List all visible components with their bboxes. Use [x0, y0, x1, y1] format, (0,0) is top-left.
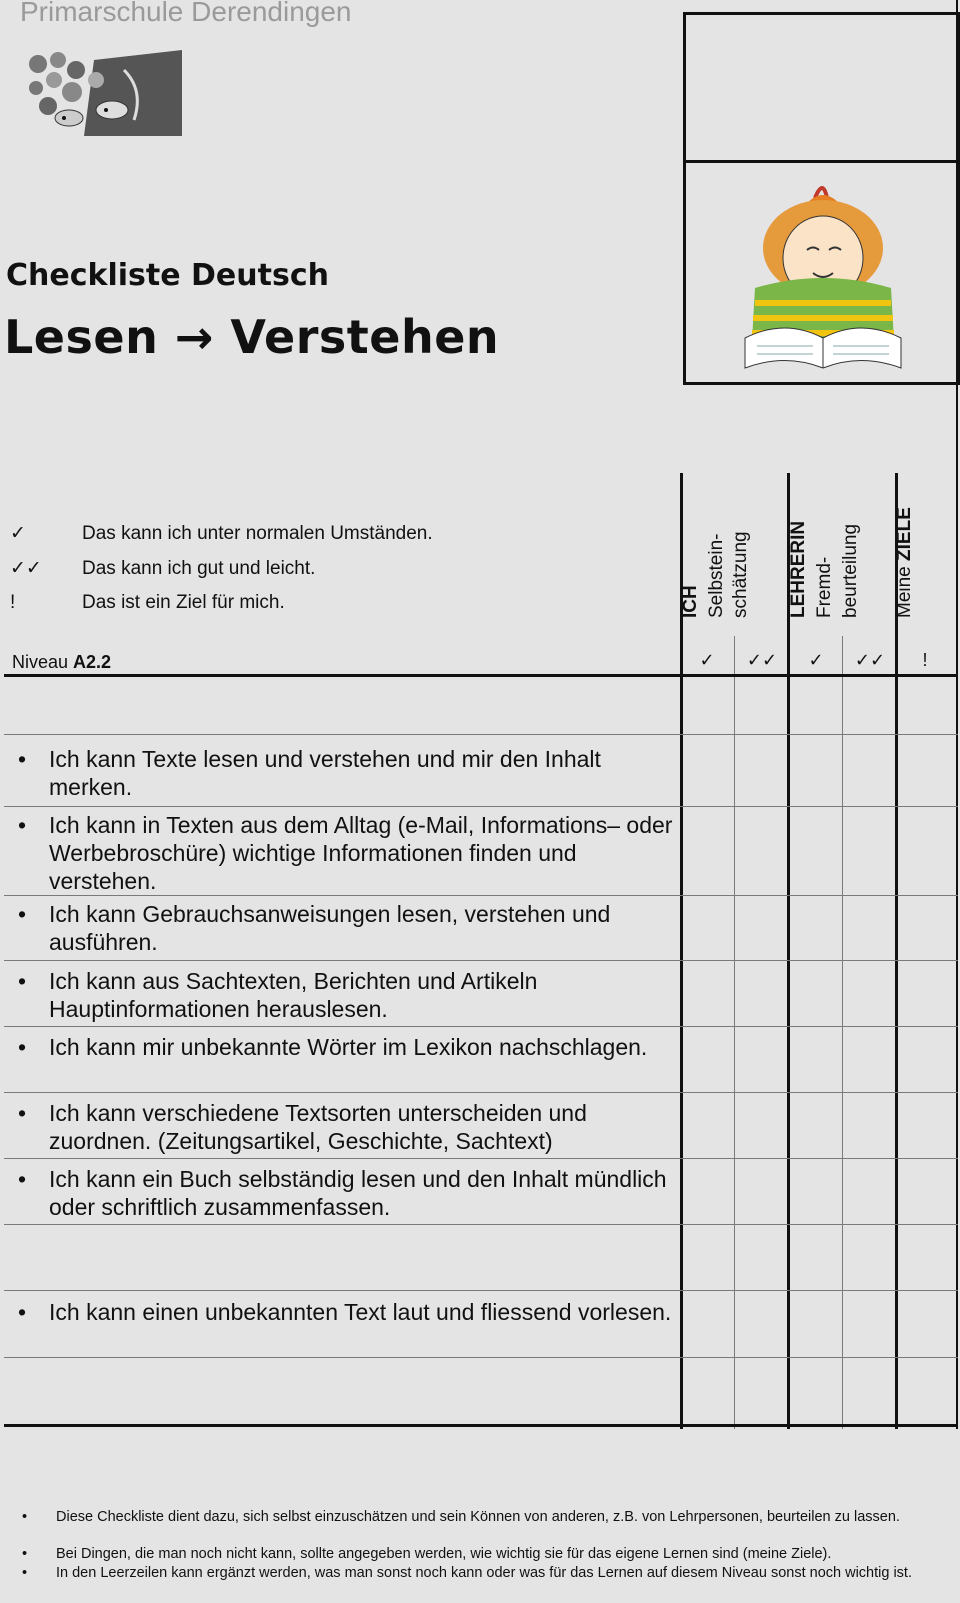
row-divider	[4, 1224, 958, 1225]
bullet: •	[18, 901, 27, 927]
footnote-text: In den Leerzeilen kann ergänzt werden, was man sonst noch kann oder was für das Lernen auf diesem Niveau sonst noch wichtig ist.	[56, 1565, 912, 1581]
row-divider	[4, 1092, 958, 1093]
level-label	[12, 652, 111, 673]
checklist-item-text: Ich kann Texte lesen und verstehen und mir den Inhalt merken.	[49, 746, 601, 800]
row-divider	[4, 960, 958, 961]
bullet: •	[18, 1034, 27, 1060]
mark-ich-2: ✓✓	[746, 650, 778, 670]
legend-text: Das kann ich gut und leicht.	[82, 558, 316, 579]
column-header-ich	[680, 585, 702, 618]
row-divider	[4, 1357, 958, 1358]
legend-symbol: ✓✓	[10, 558, 42, 579]
column-header-ziele-bold: ZIELE	[894, 507, 915, 561]
column-header-ich-line1: Selbstein-	[706, 533, 727, 618]
column-divider	[842, 636, 843, 1429]
legend-symbol: ✓	[10, 523, 26, 544]
bullet: •	[18, 812, 27, 838]
bullet: •	[18, 1100, 27, 1126]
column-header-lehrerin-line1: Fremd-	[814, 556, 835, 618]
mark-ich-1: ✓	[699, 650, 715, 670]
legend-symbol: !	[10, 592, 16, 613]
row-divider	[4, 1026, 958, 1027]
legend-row	[10, 522, 433, 545]
footnote-text: Diese Checkliste dient dazu, sich selbst einzuschätzen und sein Können von anderen, z.B. von Lehrpersonen, beurteilen zu lassen.	[56, 1509, 900, 1525]
column-header-lehrerin-bold: LEHRERIN	[788, 520, 809, 618]
checklist-item-text: Ich kann einen unbekannten Text laut und fliessend vorlesen.	[49, 1299, 672, 1325]
footnote-text: Bei Dingen, die man noch nicht kann, sollte angegeben werden, wie wichtig sie für das eigene Lernen sind (meine Ziele).	[56, 1546, 832, 1562]
level-value: A2.2	[73, 652, 112, 672]
column-header-ziele-prefix: Meine	[894, 560, 915, 618]
bullet: •	[22, 1565, 28, 1581]
checklist-item-text: Ich kann ein Buch selbständig lesen und den Inhalt mündlich oder schriftlich zusammenfassen.	[49, 1166, 667, 1220]
checklist-item-text: Ich kann verschiedene Textsorten unterscheiden und zuordnen. (Zeitungsartikel, Geschichte, Sachtext)	[49, 1100, 587, 1154]
bullet: •	[18, 1166, 27, 1192]
column-header-ziele	[894, 507, 916, 618]
mark-lehrerin-2: ✓✓	[854, 650, 886, 670]
mark-lehrerin-1: ✓	[808, 650, 824, 670]
table-header-rule	[4, 674, 958, 677]
level-label-text: Niveau	[12, 652, 69, 672]
checklist-item-text: Ich kann mir unbekannte Wörter im Lexikon nachschlagen.	[49, 1034, 648, 1060]
row-divider	[4, 895, 958, 896]
legend-text: Das kann ich unter normalen Umständen.	[82, 523, 433, 544]
row-divider	[4, 1290, 958, 1291]
mark-ziele: !	[922, 650, 928, 670]
bullet: •	[22, 1546, 28, 1562]
row-divider	[4, 734, 958, 735]
column-header-lehrerin-line2: beurteilung	[840, 523, 861, 618]
empty-photo-box	[683, 12, 960, 163]
page-title: Lesen → Verstehen	[4, 310, 500, 364]
row-divider	[4, 806, 958, 807]
reading-girl-illustration	[735, 168, 910, 373]
column-header-lehrerin	[788, 521, 810, 618]
column-header-ich-bold: ICH	[680, 585, 701, 618]
page-right-border	[956, 0, 958, 1429]
bullet: •	[18, 1299, 27, 1325]
school-logo-image	[24, 50, 184, 136]
legend-row	[10, 592, 285, 614]
checklist-item-text: Ich kann aus Sachtexten, Berichten und Artikeln Hauptinformationen herauslesen.	[49, 968, 538, 1022]
table-bottom-rule	[4, 1424, 958, 1427]
legend-row	[10, 557, 315, 580]
checklist-subject: Checkliste Deutsch	[6, 258, 329, 293]
row-divider	[4, 1158, 958, 1159]
checklist-item-text: Ich kann in Texten aus dem Alltag (e-Mail, Informations– oder Werbebroschüre) wichtige Informationen finden und verstehen.	[49, 812, 673, 894]
bullet: •	[22, 1509, 28, 1525]
bullet: •	[18, 968, 27, 994]
column-header-ich-line2: schätzung	[730, 531, 751, 618]
legend-text: Das ist ein Ziel für mich.	[82, 592, 285, 613]
school-name: Primarschule Derendingen	[20, 0, 352, 27]
bullet: •	[18, 746, 27, 772]
column-divider	[734, 636, 735, 1429]
checklist-item-text: Ich kann Gebrauchsanweisungen lesen, verstehen und ausführen.	[49, 901, 611, 955]
